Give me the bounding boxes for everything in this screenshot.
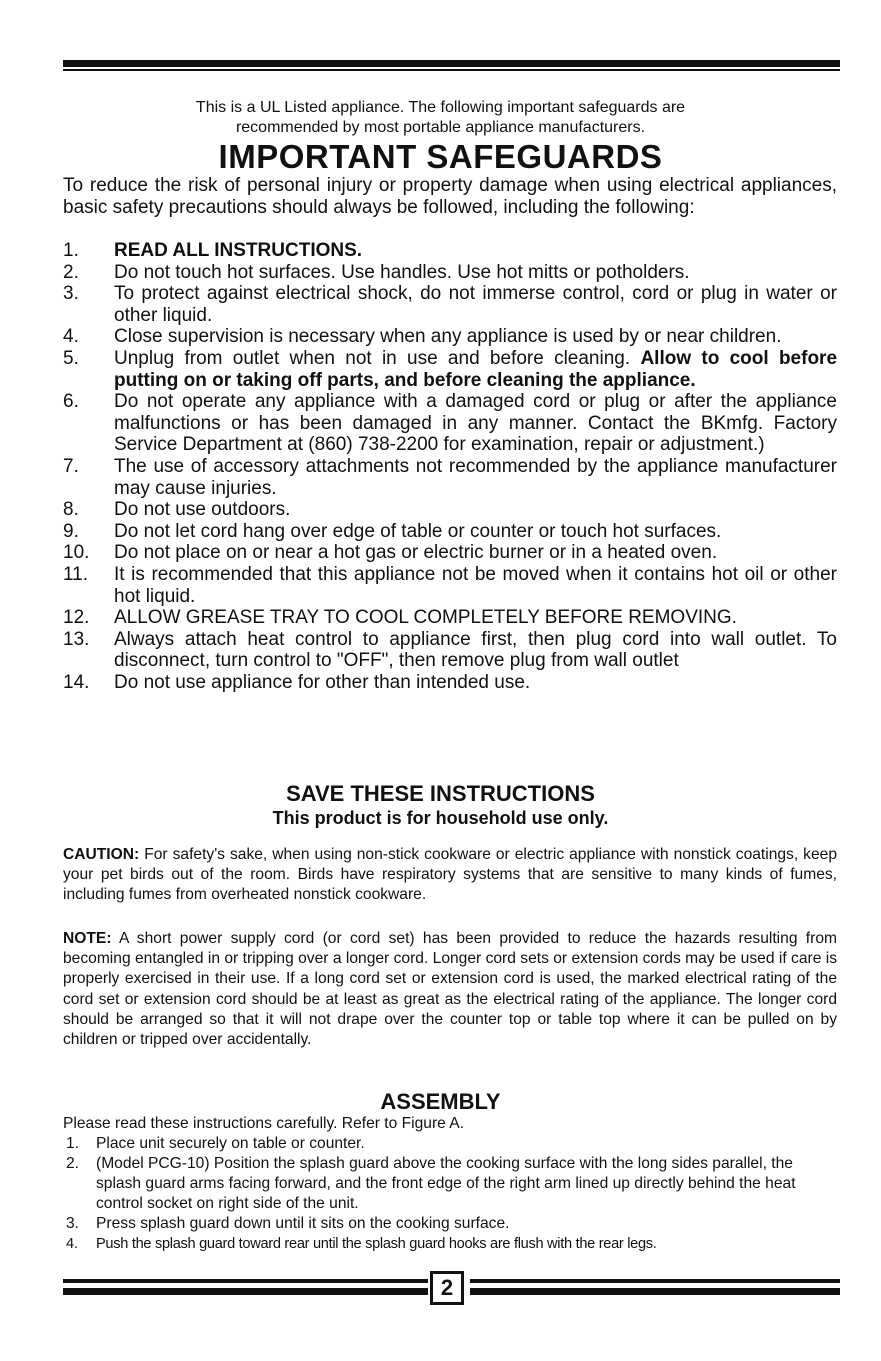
- bottom-rule-left-thick: [63, 1288, 428, 1295]
- safeguard-item: [63, 542, 837, 564]
- item-number: 1.: [63, 240, 79, 261]
- safeguard-item: [63, 521, 837, 543]
- safeguard-item: [63, 456, 837, 499]
- safeguards-list: [63, 240, 837, 693]
- safeguard-item: [63, 348, 837, 391]
- item-number: 3.: [63, 283, 79, 305]
- page-number: 2: [430, 1271, 464, 1305]
- note-label: NOTE:: [63, 930, 112, 947]
- caution-paragraph: [63, 845, 837, 906]
- top-rule-thin: [63, 69, 840, 71]
- step-number: 2.: [66, 1155, 80, 1172]
- top-rule: [63, 60, 840, 67]
- item-number: 6.: [63, 391, 79, 413]
- safeguard-item: [63, 564, 837, 607]
- safeguard-item: [63, 499, 837, 521]
- item-number: 11.: [63, 563, 89, 585]
- intro-line-2: recommended by most portable appliance manufacturers.: [235, 119, 646, 136]
- item-text: The use of accessory attachments not recommended by the appliance manufacturer may cause injuries.: [114, 455, 837, 499]
- step-number: 3.: [66, 1215, 80, 1232]
- lead-paragraph: To reduce the risk of personal injury or property damage when using electrical appliances, basic safety precautions should always be followed, including the following:: [63, 175, 837, 218]
- item-text: Do not let cord hang over edge of table or counter or touch hot surfaces.: [114, 520, 722, 542]
- bottom-rule-right-thick: [470, 1288, 840, 1295]
- safeguard-item: [63, 262, 837, 284]
- assembly-steps: [63, 1134, 837, 1254]
- assembly-step: [63, 1134, 837, 1154]
- step-number: 4.: [66, 1236, 78, 1252]
- item-number: 9.: [63, 520, 79, 542]
- note-paragraph: [63, 929, 837, 1050]
- item-text: Do not use appliance for other than intended use.: [114, 671, 531, 693]
- item-number: 7.: [63, 455, 79, 477]
- step-number: 1.: [66, 1135, 80, 1152]
- item-text: Do not place on or near a hot gas or electric burner or in a heated oven.: [114, 542, 718, 564]
- assembly-step: [63, 1234, 837, 1254]
- item-number: 12.: [63, 607, 90, 629]
- assembly-step: [63, 1214, 837, 1234]
- safeguard-item: [63, 391, 837, 456]
- bottom-rule-left-thin: [63, 1279, 428, 1283]
- item-bold-text: READ ALL INSTRUCTIONS.: [114, 240, 363, 261]
- caution-text: For safety's sake, when using non-stick cookware or electric appliance with nonstick coatings, keep your pet birds out of the room. Birds have respiratory systems that are sensitive to many kinds of fumes, including fumes from overheated nonstick cookware.: [63, 846, 837, 904]
- step-text: Press splash guard down until it sits on the cooking surface.: [96, 1215, 510, 1232]
- item-text: Always attach heat control to appliance first, then plug cord into wall outlet. To disconnect, turn control to "OFF", then remove plug from wall outlet: [114, 628, 837, 672]
- step-text: Place unit securely on table or counter.: [96, 1135, 365, 1152]
- item-text: Do not use outdoors.: [114, 499, 291, 521]
- item-text: ALLOW GREASE TRAY TO COOL COMPLETELY BEFORE REMOVING.: [114, 607, 737, 629]
- note-text: A short power supply cord (or cord set) has been provided to reduce the hazards resulting from becoming entangled in or tripping over a longer cord. Longer cord sets or extension cords may be used if care is properly exercised in their use. If a long cord set or extension cord is used, the marked electrical rating of the cord set or extension cord should be at least as great as the electrical rating of the appliance. The longer cord should be arranged so that it will not drape over the counter top or table top where it can be pulled on by children or tripped over accidentally.: [63, 930, 837, 1049]
- item-bold-text: Allow to cool before putting on or taking off parts, and before cleaning the appliance.: [114, 347, 838, 391]
- safeguard-item: [63, 326, 837, 348]
- item-number: 8.: [63, 499, 79, 521]
- item-number: 13.: [63, 628, 90, 650]
- safeguard-item: [63, 629, 837, 672]
- bottom-rule-right-thin: [470, 1279, 840, 1283]
- assembly-heading: ASSEMBLY: [380, 1089, 501, 1114]
- safeguard-item: [63, 240, 837, 262]
- item-text: Close supervision is necessary when any appliance is used by or near children.: [114, 326, 782, 348]
- page-title: IMPORTANT SAFEGUARDS: [218, 138, 663, 175]
- item-text: Unplug from outlet when not in use and before cleaning.: [114, 347, 631, 369]
- item-number: 10.: [63, 542, 90, 564]
- item-text: Do not touch hot surfaces. Use handles. Use hot mitts or potholders.: [114, 261, 690, 283]
- safeguard-item: [63, 672, 837, 694]
- caution-label: CAUTION:: [63, 846, 140, 863]
- item-number: 14.: [63, 671, 90, 693]
- intro-line-1: This is a UL Listed appliance. The following important safeguards are: [195, 99, 686, 116]
- step-text: (Model PCG-10) Position the splash guard above the cooking surface with the long sides parallel, the splash guard arms facing forward, and the front edge of the right arm lined up directly behind the heat control socket on right side of the unit.: [96, 1155, 796, 1212]
- household-use-note: This product is for household use only.: [272, 808, 609, 828]
- item-text: Do not operate any appliance with a damaged cord or plug or after the appliance malfunctions or has been damaged in any manner. Contact the BKmfg. Factory Service Department at (860) 738-2200 for examination, repair or adjustment.): [114, 391, 837, 456]
- item-text: It is recommended that this appliance not be moved when it contains hot oil or other hot liquid.: [114, 563, 837, 607]
- step-text: Push the splash guard toward rear until the splash guard hooks are flush with the rear legs.: [96, 1236, 657, 1252]
- safeguard-item: [63, 283, 837, 326]
- assembly-step: [63, 1154, 837, 1214]
- item-number: 4.: [63, 326, 79, 348]
- assembly-intro: Please read these instructions carefully. Refer to Figure A.: [63, 1115, 465, 1132]
- save-instructions-heading: SAVE THESE INSTRUCTIONS: [286, 781, 595, 806]
- item-number: 5.: [63, 347, 79, 369]
- item-number: 2.: [63, 261, 79, 283]
- item-text: To protect against electrical shock, do not immerse control, cord or plug in water or other liquid.: [114, 283, 837, 326]
- safeguard-item: [63, 607, 837, 629]
